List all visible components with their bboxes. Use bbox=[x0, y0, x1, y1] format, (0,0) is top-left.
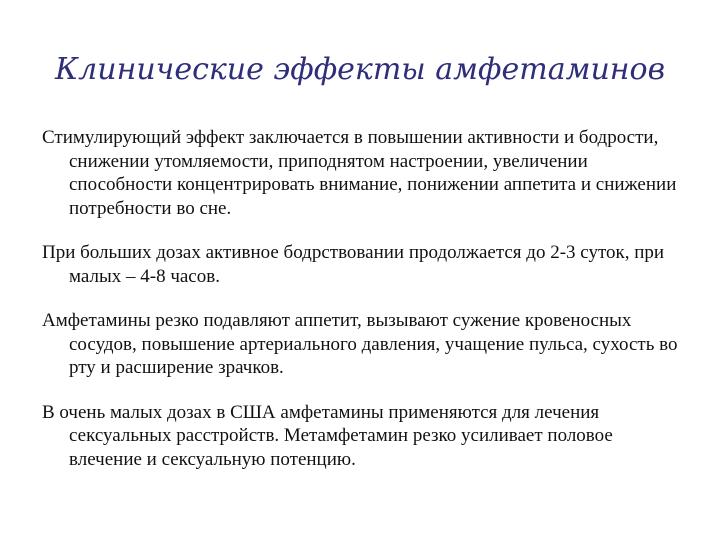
slide-title: Клинические эффекты амфетаминов bbox=[54, 52, 666, 87]
paragraph-medical-use: В очень малых дозах в США амфетамины применяются для лечения сексуальных расстройств. Метамфетамин резко усиливает половое влечение и сексуальную потенцию. bbox=[42, 401, 613, 470]
paragraph-dose-duration: При больших дозах активное бодрствовании продолжается до 2-3 суток, при малых – 4-8 часов. bbox=[42, 242, 665, 287]
slide-body bbox=[42, 126, 682, 492]
paragraph-physiological-effects: Амфетамины резко подавляют аппетит, вызывают сужение кровеносных сосудов, повышение артериального давления, учащение пульса, сухость во рту и расширение зрачков. bbox=[42, 310, 678, 378]
paragraph-stimulating-effect: Стимулирующий эффект заключается в повышении активности и бодрости, снижении утомляемости, приподнятом настроении, увеличении способности концентрировать внимание, понижении аппетита и снижении потребности во сне. bbox=[42, 127, 677, 219]
